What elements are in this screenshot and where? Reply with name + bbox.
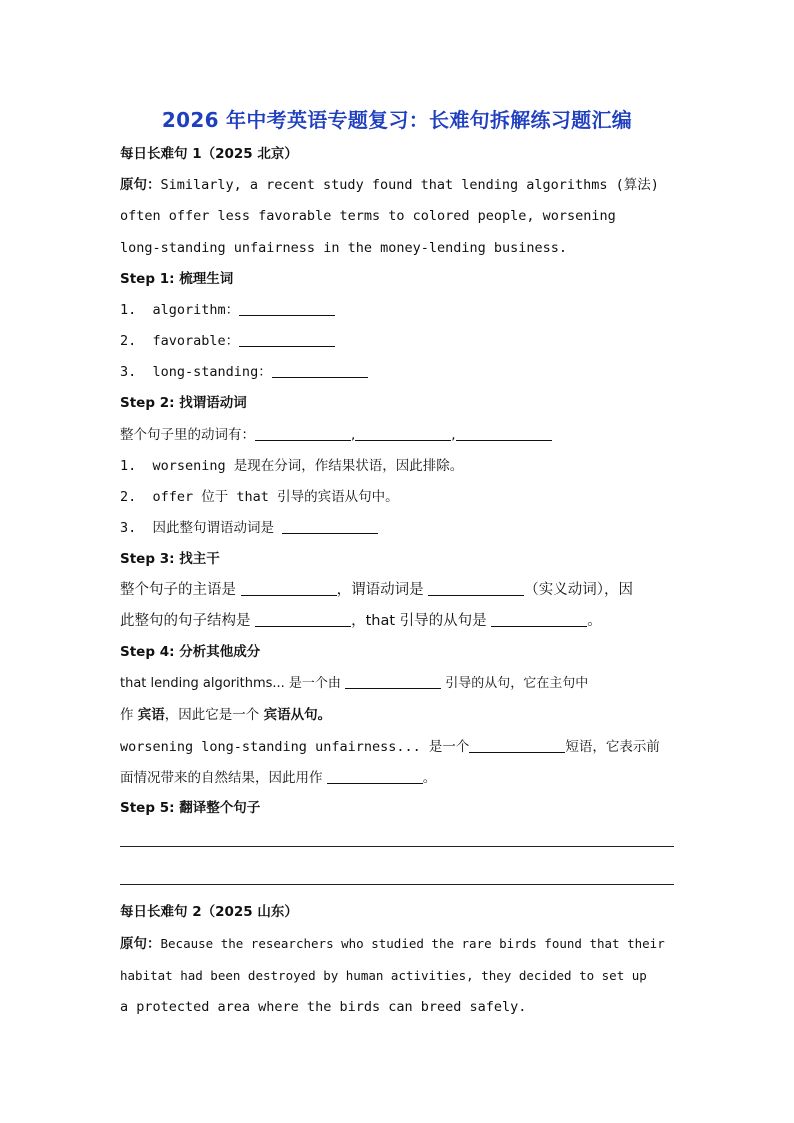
answer-blank[interactable] (241, 581, 337, 596)
answer-blank[interactable] (491, 612, 587, 627)
step-3-text: 。 (587, 613, 602, 629)
step-4-heading: Step 4: 分析其他成分 (120, 644, 261, 660)
step-4-text: ，因此它是一个 (164, 707, 260, 723)
vocab-item-3 (120, 362, 676, 382)
step-4-text: 。 (422, 770, 437, 786)
step-3-text: （实义动词），因 (524, 582, 633, 598)
answer-blank[interactable] (239, 301, 335, 316)
verbs-prompt: 整个句子里的动词有： (120, 427, 255, 443)
original-label: 原句： (120, 936, 161, 952)
translation-line-2[interactable] (120, 884, 674, 885)
step-4-text: 作 (120, 707, 134, 723)
original-sentence-line-1 (120, 175, 676, 195)
step-2-point-1 (120, 456, 676, 476)
step-4-text: 面情况带来的自然结果，因此用作 (120, 770, 323, 786)
step-4-text: 短语，它表示前 (565, 739, 660, 755)
step-2-point-2 (120, 487, 676, 507)
step-3-heading: Step 3: 找主干 (120, 551, 220, 567)
answer-blank[interactable] (255, 426, 351, 441)
step-4-line-4 (120, 768, 676, 788)
section-1-heading: 每日长难句 1（2025 北京） (120, 146, 298, 162)
page-title: 2026 年中考英语专题复习：长难句拆解练习题汇编 (161, 108, 633, 132)
point-text: offer 位于 that 引导的宾语从句中。 (152, 489, 399, 505)
step-5-heading: Step 5: 翻译整个句子 (120, 800, 261, 816)
comma: , (451, 427, 456, 443)
step-4-line-1 (120, 674, 676, 694)
answer-blank[interactable] (456, 426, 552, 441)
step-2-point-3 (120, 518, 676, 538)
step-3-line-2 (120, 611, 676, 631)
translation-line-1[interactable] (120, 846, 674, 847)
original-sentence-2-line-3: a protected area where the birds can breed safely. (120, 999, 527, 1015)
vocab-item-2 (120, 331, 676, 351)
point-number: 2. (120, 489, 137, 505)
step-3-text: 整个句子的主语是 (120, 582, 236, 598)
point-number: 1. (120, 458, 137, 474)
step-3-line-1 (120, 580, 676, 600)
verbs-line (120, 425, 676, 445)
answer-blank[interactable] (327, 769, 423, 784)
answer-blank[interactable] (239, 332, 335, 347)
point-number: 3. (120, 520, 137, 536)
step-4-line-3 (120, 737, 676, 757)
step-4-text: 引导的从句，它在主句中 (445, 676, 589, 691)
point-text: worsening 是现在分词，作结果状语，因此排除。 (152, 458, 464, 474)
step-4-text: worsening long-standing unfairness... 是一个 (120, 739, 470, 755)
point-text: 因此整句谓语动词是 (152, 520, 275, 536)
step-3-text: ，that 引导的从句是 (351, 613, 487, 629)
original-sentence-line-2: often offer less favorable terms to colored people, worsening (120, 208, 616, 224)
step-4-emphasis: 宾语从句。 (263, 707, 332, 723)
comma: , (351, 427, 356, 443)
original-text-1: Because the researchers who studied the rare birds found that their (160, 936, 665, 951)
vocab-item-1 (120, 300, 676, 320)
answer-blank[interactable] (282, 519, 378, 534)
answer-blank[interactable] (255, 612, 351, 627)
vocab-word: long-standing： (152, 364, 272, 380)
step-3-text: ，谓语动词是 (336, 582, 424, 598)
step-4-emphasis: 宾语 (137, 707, 165, 723)
section-2-heading: 每日长难句 2（2025 山东） (120, 904, 298, 920)
answer-blank[interactable] (469, 738, 565, 753)
vocab-number: 1. (120, 302, 137, 318)
answer-blank[interactable] (272, 363, 368, 378)
step-4-line-2 (120, 705, 676, 725)
vocab-word: favorable： (152, 333, 240, 349)
original-sentence-2-line-2: habitat had been destroyed by human activities, they decided to set up (120, 968, 647, 983)
vocab-number: 2. (120, 333, 137, 349)
step-2-heading: Step 2: 找谓语动词 (120, 395, 247, 411)
original-sentence-line-3: long-standing unfairness in the money-lending business. (120, 240, 568, 256)
answer-blank[interactable] (428, 581, 524, 596)
vocab-word: algorithm： (152, 302, 240, 318)
vocab-number: 3. (120, 364, 137, 380)
answer-blank[interactable] (345, 674, 441, 689)
step-1-heading: Step 1: 梳理生词 (120, 271, 234, 287)
step-4-text: that lending algorithms... 是一个由 (120, 676, 341, 691)
original-text-1: Similarly, a recent study found that lending algorithms (算法) (160, 177, 659, 193)
step-3-text: 此整句的句子结构是 (120, 613, 251, 629)
original-label: 原句： (120, 177, 161, 193)
answer-blank[interactable] (355, 426, 451, 441)
original-sentence-2-line-1 (120, 934, 676, 954)
